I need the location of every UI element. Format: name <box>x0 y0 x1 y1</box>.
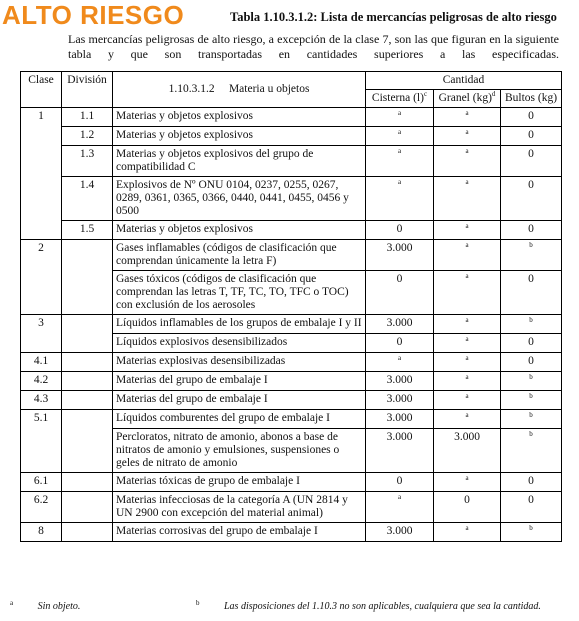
cell-granel-value: a <box>465 109 469 117</box>
cell-clase: 1 <box>21 108 62 240</box>
cell-granel <box>434 391 501 410</box>
cell-clase: 6.1 <box>21 473 62 492</box>
cell-cisterna-value: a <box>397 147 402 155</box>
cell-bultos <box>501 391 562 410</box>
cell-division <box>62 391 113 410</box>
cell-materia: Materias explosivas desensibilizadas <box>113 353 366 372</box>
cell-clase: 6.2 <box>21 492 62 523</box>
footnote-b <box>196 601 541 612</box>
cell-cisterna-value: a <box>397 109 402 117</box>
cell-bultos-value: 0 <box>528 148 534 160</box>
table-row <box>21 410 562 429</box>
cell-cisterna <box>366 271 434 315</box>
cell-division: 1.5 <box>62 221 113 240</box>
cell-granel-value: a <box>465 272 469 280</box>
header-cantidad: Cantidad <box>366 72 562 90</box>
cell-bultos-value: b <box>529 411 533 419</box>
cell-cisterna <box>366 429 434 473</box>
cell-division <box>62 473 113 492</box>
cell-materia: Percloratos, nitrato de amonio, abonos a base de nitratos de amonio y emulsiones, suspensiones o geles de nitrato de amonio <box>113 429 366 473</box>
cell-granel <box>434 315 501 334</box>
cell-granel-value: a <box>465 147 469 155</box>
cell-granel-value: a <box>465 354 469 362</box>
footnote-a-text: Sin objeto. <box>37 601 81 612</box>
cell-granel <box>434 108 501 127</box>
cell-cisterna-value: 3.000 <box>386 242 413 254</box>
table-row <box>21 177 562 221</box>
cell-bultos-value: b <box>529 430 533 438</box>
cell-cisterna-value: a <box>397 178 402 186</box>
cell-cisterna-value: 3.000 <box>386 374 413 386</box>
cell-bultos-value: 0 <box>528 129 534 141</box>
cell-cisterna-value: a <box>397 354 402 362</box>
cell-cisterna <box>366 127 434 146</box>
cell-granel-value: a <box>465 474 469 482</box>
cell-bultos <box>501 473 562 492</box>
cell-cisterna <box>366 523 434 542</box>
cell-bultos <box>501 334 562 353</box>
cell-cisterna-value: 0 <box>396 475 403 487</box>
table-row <box>21 492 562 523</box>
header-materia: 1.10.3.1.2 Materia u objetos <box>113 72 366 108</box>
cell-granel <box>434 492 501 523</box>
cell-materia: Materias infecciosas de la categoría A (UN 2814 y UN 2900 con excepción del material animal) <box>113 492 366 523</box>
cell-bultos <box>501 271 562 315</box>
cell-granel <box>434 334 501 353</box>
cell-bultos <box>501 429 562 473</box>
cell-materia: Gases tóxicos (códigos de clasificación que comprendan las letras T, TF, TC, TO, TFC o TOC) con exclusión de los aerosoles <box>113 271 366 315</box>
cell-division: 1.4 <box>62 177 113 221</box>
cell-granel-value: a <box>465 524 469 532</box>
cell-materia: Materias del grupo de embalaje I <box>113 391 366 410</box>
cell-granel <box>434 353 501 372</box>
cell-granel <box>434 146 501 177</box>
cell-materia: Materias corrosivas del grupo de embalaje I <box>113 523 366 542</box>
cell-bultos-value: 0 <box>528 475 534 487</box>
cell-granel <box>434 271 501 315</box>
cell-bultos <box>501 410 562 429</box>
table-row <box>21 372 562 391</box>
header-granel-note: d <box>491 90 496 99</box>
cell-materia: Líquidos comburentes del grupo de embalaje I <box>113 410 366 429</box>
cell-bultos <box>501 146 562 177</box>
cell-granel <box>434 429 501 473</box>
cell-cisterna <box>366 240 434 271</box>
cell-bultos-value: 0 <box>528 494 534 506</box>
cell-cisterna <box>366 353 434 372</box>
cell-granel <box>434 177 501 221</box>
cell-bultos <box>501 315 562 334</box>
cell-bultos <box>501 127 562 146</box>
cell-granel-value: a <box>465 241 469 249</box>
cell-clase: 3 <box>21 315 62 353</box>
cell-division <box>62 315 113 353</box>
table-row <box>21 221 562 240</box>
header-cisterna <box>366 90 434 108</box>
cell-granel <box>434 410 501 429</box>
cell-cisterna <box>366 315 434 334</box>
cell-bultos <box>501 353 562 372</box>
header-division: División <box>62 72 113 108</box>
cell-granel <box>434 240 501 271</box>
cell-materia: Materias y objetos explosivos <box>113 221 366 240</box>
cell-bultos-value: 0 <box>528 273 534 285</box>
cell-granel-value: a <box>465 411 469 419</box>
cell-materia: Gases inflamables (códigos de clasificación que comprendan únicamente la letra F) <box>113 240 366 271</box>
table-row <box>21 391 562 410</box>
cell-cisterna <box>366 372 434 391</box>
footnote-a-mark: a <box>10 599 14 607</box>
header-cisterna-label: Cisterna (l) <box>371 92 424 104</box>
header-granel-label: Granel (kg) <box>438 92 492 104</box>
cell-division <box>62 492 113 523</box>
cell-materia: Líquidos explosivos desensibilizados <box>113 334 366 353</box>
cell-division: 1.1 <box>62 108 113 127</box>
cell-bultos-value: 0 <box>528 110 534 122</box>
cell-bultos <box>501 372 562 391</box>
table-row <box>21 473 562 492</box>
table-row <box>21 108 562 127</box>
cell-granel-value: a <box>465 373 469 381</box>
cell-bultos-value: 0 <box>528 355 534 367</box>
cell-granel <box>434 523 501 542</box>
header-cisterna-note: c <box>423 90 428 99</box>
cell-granel-value: a <box>465 335 469 343</box>
cell-bultos-value: b <box>529 241 533 249</box>
cell-cisterna-value: 3.000 <box>386 431 413 443</box>
cell-cisterna <box>366 177 434 221</box>
table-caption: Tabla 1.10.3.1.2: Lista de mercancías peligrosas de alto riesgo <box>230 10 557 24</box>
cell-bultos-value: 0 <box>528 179 534 191</box>
cell-clase: 5.1 <box>21 410 62 473</box>
cell-cisterna-value: 3.000 <box>386 412 413 424</box>
cell-granel <box>434 473 501 492</box>
table-row <box>21 353 562 372</box>
cell-clase: 4.1 <box>21 353 62 372</box>
cell-materia: Líquidos inflamables de los grupos de embalaje I y II <box>113 315 366 334</box>
cell-granel-value: a <box>465 316 469 324</box>
cell-materia: Materias y objetos explosivos <box>113 108 366 127</box>
cell-division <box>62 410 113 473</box>
cell-materia: Explosivos de Nº ONU 0104, 0237, 0255, 0267, 0289, 0361, 0365, 0366, 0440, 0441, 0455, 0456 y 0500 <box>113 177 366 221</box>
cell-bultos <box>501 240 562 271</box>
cell-cisterna-value: 0 <box>396 273 403 285</box>
cell-cisterna <box>366 108 434 127</box>
brand-title: ALTO RIESGO <box>2 0 185 30</box>
header-granel <box>434 90 501 108</box>
cell-bultos-value: 0 <box>528 223 534 235</box>
cell-division: 1.3 <box>62 146 113 177</box>
cell-granel <box>434 372 501 391</box>
header-bultos: Bultos (kg) <box>501 90 562 108</box>
cell-granel-value: a <box>465 392 469 400</box>
cell-granel <box>434 127 501 146</box>
cell-clase: 8 <box>21 523 62 542</box>
cell-bultos <box>501 221 562 240</box>
cell-materia: Materias del grupo de embalaje I <box>113 372 366 391</box>
cell-cisterna-value: 0 <box>396 336 403 348</box>
cell-cisterna-value: 3.000 <box>386 393 413 405</box>
cell-bultos-value: b <box>529 524 533 532</box>
dangerous-goods-table <box>20 71 562 542</box>
footnote-a <box>10 601 80 612</box>
cell-cisterna-value: 3.000 <box>386 525 413 537</box>
cell-granel-value: 3.000 <box>454 431 480 443</box>
cell-division <box>62 240 113 315</box>
cell-bultos-value: b <box>529 392 533 400</box>
footnote-b-text: Las disposiciones del 1.10.3 no son aplicables, cualquiera que sea la cantidad. <box>224 601 541 612</box>
cell-cisterna-value: 0 <box>396 223 403 235</box>
cell-cisterna <box>366 410 434 429</box>
cell-division <box>62 523 113 542</box>
footnote-b-mark: b <box>196 599 200 607</box>
cell-bultos <box>501 523 562 542</box>
cell-materia: Materias y objetos explosivos del grupo de compatibilidad C <box>113 146 366 177</box>
table-row <box>21 146 562 177</box>
cell-bultos <box>501 108 562 127</box>
cell-clase: 4.2 <box>21 372 62 391</box>
cell-materia: Materias y objetos explosivos <box>113 127 366 146</box>
cell-bultos <box>501 492 562 523</box>
cell-cisterna <box>366 146 434 177</box>
cell-division: 1.2 <box>62 127 113 146</box>
cell-granel-value: a <box>465 222 469 230</box>
cell-bultos-value: b <box>529 373 533 381</box>
cell-division <box>62 372 113 391</box>
table-row <box>21 523 562 542</box>
cell-bultos-value: 0 <box>528 336 534 348</box>
cell-clase: 2 <box>21 240 62 315</box>
cell-granel <box>434 221 501 240</box>
cell-cisterna <box>366 492 434 523</box>
cell-cisterna-value: a <box>397 128 402 136</box>
cell-cisterna-value: 3.000 <box>386 317 413 329</box>
cell-granel-value: 0 <box>464 494 470 506</box>
cell-granel-value: a <box>465 128 469 136</box>
cell-cisterna <box>366 221 434 240</box>
cell-cisterna-value: a <box>397 493 402 501</box>
cell-cisterna <box>366 473 434 492</box>
cell-cisterna <box>366 391 434 410</box>
cell-bultos <box>501 177 562 221</box>
cell-clase: 4.3 <box>21 391 62 410</box>
table-row <box>21 127 562 146</box>
table-row <box>21 315 562 334</box>
table-header-row <box>21 72 562 90</box>
cell-bultos-value: b <box>529 316 533 324</box>
table-row <box>21 240 562 271</box>
cell-division <box>62 353 113 372</box>
cell-cisterna <box>366 334 434 353</box>
header-clase: Clase <box>21 72 62 108</box>
cell-granel-value: a <box>465 178 469 186</box>
intro-paragraph: Las mercancías peligrosas de alto riesgo, a excepción de la clase 7, son las que figuran en la siguiente tabla y que son transportadas en cantidades superiores a las especificadas. <box>68 32 559 61</box>
cell-materia: Materias tóxicas de grupo de embalaje I <box>113 473 366 492</box>
